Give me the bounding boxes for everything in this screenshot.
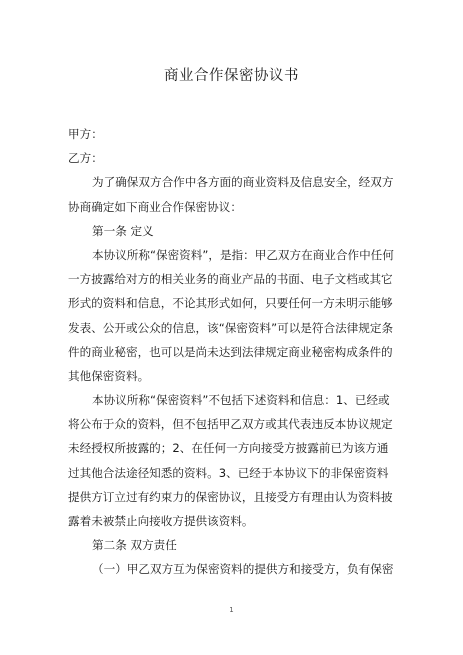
text-line: 协商确定如下商业合作保密协议：	[68, 199, 242, 214]
document-title: 商业合作保密协议书	[164, 68, 299, 84]
text-line: 提供方订立过有约束力的保密协议，且接受方有理由认为资料披	[68, 489, 393, 504]
page-number: 1	[229, 606, 234, 614]
text-line: 件的商业秘密，也可以是尚未达到法律规定商业秘密构成条件的	[68, 344, 393, 359]
text-line: 甲方：	[68, 127, 103, 141]
text-line: 发表、公开或公众的信息，该“保密资料”可以是符合法律规定条	[68, 320, 394, 335]
text-line: 为了确保双方合作中各方面的商业资料及信息安全，经双方	[92, 175, 394, 190]
text-line: 第一条 定义	[92, 223, 154, 238]
text-line: 本协议所称“保密资料”不包括下述资料和信息：1、已经或	[92, 393, 390, 408]
text-line: 形式的资料和信息，不论其形式如何，只要任何一方未明示能够	[68, 296, 393, 311]
text-line: 其他保密资料。	[68, 368, 150, 383]
text-line: 过其他合法途径知悉的资料。3、已经于本协议下的非保密资料	[68, 465, 389, 480]
text-line: 第二条 双方责任	[92, 538, 177, 553]
text-line: 乙方：	[68, 151, 103, 166]
text-line: 本协议所称“保密资料”，是指：甲乙双方在商业合作中任何	[92, 247, 394, 262]
text-line: 一方披露给对方的相关业务的商业产品的书面、电子文档或其它	[68, 272, 393, 287]
text-line: 将公布于众的资料，但不包括甲乙双方或其代表违反本协议规定	[68, 417, 393, 432]
text-line: （一）甲乙双方互为保密资料的提供方和接受方，负有保密	[92, 562, 394, 577]
text-line: 露着未被禁止向接收方提供该资料。	[68, 514, 254, 528]
document-body	[68, 122, 400, 582]
text-line: 未经授权所披露的；2、在任何一方向接受方披露前已为该方通	[68, 441, 389, 456]
